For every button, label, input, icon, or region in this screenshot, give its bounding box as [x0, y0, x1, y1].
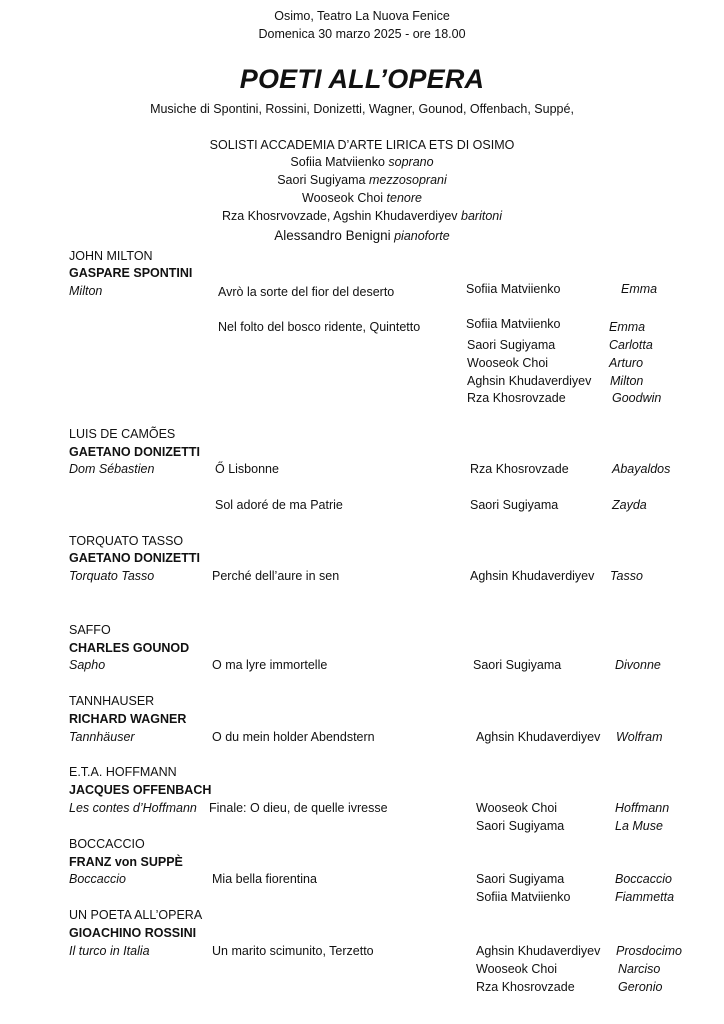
role-name: Emma: [609, 320, 646, 334]
role-name: Boccaccio: [615, 872, 672, 886]
role-name: Emma: [621, 282, 658, 296]
piece-title: Mia bella fiorentina: [212, 872, 317, 886]
role-name: Carlotta: [609, 338, 653, 352]
role-name: Wolfram: [616, 730, 663, 744]
section-opera: Il turco in Italia: [69, 944, 150, 958]
piece-title: Nel folto del bosco ridente, Quintetto: [218, 320, 421, 334]
performer-name: Rza Khosrvovzade, Agshin Khudaverdiyev: [221, 209, 458, 223]
singer-name: Saori Sugiyama: [470, 498, 559, 512]
performer-voice: tenore: [386, 191, 422, 205]
section-composer: GIOACHINO ROSSINI: [69, 926, 197, 940]
role-name: Prosdocimo: [616, 944, 682, 958]
concert-title: POETI ALL’OPERA: [239, 64, 485, 94]
performer-voice: pianoforte: [394, 229, 450, 243]
role-name: Hoffmann: [615, 801, 670, 815]
section-composer: FRANZ von SUPPÈ: [69, 855, 183, 869]
piece-title: Avrò la sorte del fior del deserto: [218, 285, 395, 299]
singer-name: Sofiia Matviienko: [466, 317, 561, 331]
role-name: Zayda: [612, 498, 647, 512]
piece-title: Finale: O dieu, de quelle ivresse: [209, 801, 388, 815]
performer-line: [0, 191, 724, 205]
role-name: Narciso: [618, 962, 661, 976]
section-poet: LUIS DE CAMÕES: [69, 427, 176, 441]
singer-name: Saori Sugiyama: [476, 872, 565, 886]
singer-name: Wooseok Choi: [476, 801, 558, 815]
piece-title: O du mein holder Abendstern: [212, 730, 375, 744]
piece-title: Un marito scimunito, Terzetto: [212, 944, 374, 958]
performer-name: Sofiia Matviienko: [290, 155, 385, 169]
performer-line: [0, 209, 724, 223]
pianist-line: [0, 228, 724, 243]
performer-name: Saori Sugiyama: [277, 173, 366, 187]
performer-name: Alessandro Benigni: [274, 228, 391, 243]
section-composer: RICHARD WAGNER: [69, 712, 187, 726]
performer-name: Wooseok Choi: [302, 191, 384, 205]
section-poet: SAFFO: [69, 623, 111, 637]
singer-name: Wooseok Choi: [476, 962, 558, 976]
section-poet: E.T.A. HOFFMANN: [69, 765, 177, 779]
ensemble-name: SOLISTI ACCADEMIA D’ARTE LIRICA ETS DI OSIMO: [209, 138, 515, 152]
role-name: Milton: [610, 374, 644, 388]
section-opera: Milton: [69, 284, 103, 298]
section-composer: GAETANO DONIZETTI: [69, 551, 201, 565]
performer-line: [0, 155, 724, 169]
role-name: Divonne: [615, 658, 661, 672]
piece-title: Ő Lisbonne: [215, 462, 279, 476]
role-name: Fiammetta: [615, 890, 675, 904]
singer-name: Saori Sugiyama: [476, 819, 565, 833]
section-composer: GAETANO DONIZETTI: [69, 445, 201, 459]
section-opera: Boccaccio: [69, 872, 126, 886]
role-name: La Muse: [615, 819, 663, 833]
performer-voice: mezzosoprani: [368, 173, 447, 187]
piece-title: Sol adoré de ma Patrie: [215, 498, 343, 512]
section-poet: TORQUATO TASSO: [69, 534, 184, 548]
section-composer: JACQUES OFFENBACH: [69, 783, 212, 797]
section-poet: BOCCACCIO: [69, 837, 145, 851]
date-line: Domenica 30 marzo 2025 - ore 18.00: [258, 27, 466, 41]
singer-name: Rza Khosrovzade: [476, 980, 575, 994]
piece-title: Perché dell’aure in sen: [212, 569, 340, 583]
piece-title: O ma lyre immortelle: [212, 658, 328, 672]
singer-name: Wooseok Choi: [467, 356, 549, 370]
role-name: Abayaldos: [612, 462, 671, 476]
singer-name: Saori Sugiyama: [473, 658, 562, 672]
section-poet: UN POETA ALL’OPERA: [69, 908, 203, 922]
section-opera: Les contes d’Hoffmann: [69, 801, 197, 815]
section-opera: Torquato Tasso: [69, 569, 155, 583]
singer-name: Aghsin Khudaverdiyev: [470, 569, 595, 583]
singer-name: Rza Khosrovzade: [470, 462, 569, 476]
performer-line: [0, 173, 724, 187]
singer-name: Sofiia Matviienko: [476, 890, 571, 904]
section-opera: Dom Sébastien: [69, 462, 155, 476]
singer-name: Aghsin Khudaverdiyev: [467, 374, 592, 388]
singer-name: Rza Khosrovzade: [467, 391, 566, 405]
role-name: Tasso: [610, 569, 643, 583]
role-name: Goodwin: [612, 391, 662, 405]
singer-name: Aghsin Khudaverdiyev: [476, 730, 601, 744]
venue-line: Osimo, Teatro La Nuova Fenice: [274, 9, 450, 23]
section-poet: TANNHAUSER: [69, 694, 155, 708]
section-opera: Sapho: [69, 658, 106, 672]
section-composer: CHARLES GOUNOD: [69, 641, 190, 655]
performer-voice: soprano: [388, 155, 434, 169]
singer-name: Aghsin Khudaverdiyev: [476, 944, 601, 958]
role-name: Arturo: [609, 356, 644, 370]
role-name: Geronio: [618, 980, 663, 994]
section-poet: JOHN MILTON: [69, 249, 153, 263]
singer-name: Saori Sugiyama: [467, 338, 556, 352]
section-composer: GASPARE SPONTINI: [69, 266, 193, 280]
concert-subtitle: Musiche di Spontini, Rossini, Donizetti, Wagner, Gounod, Offenbach, Suppé,: [150, 102, 574, 116]
section-opera: Tannhäuser: [69, 730, 135, 744]
performer-voice: baritoni: [461, 209, 503, 223]
singer-name: Sofiia Matviienko: [466, 282, 561, 296]
